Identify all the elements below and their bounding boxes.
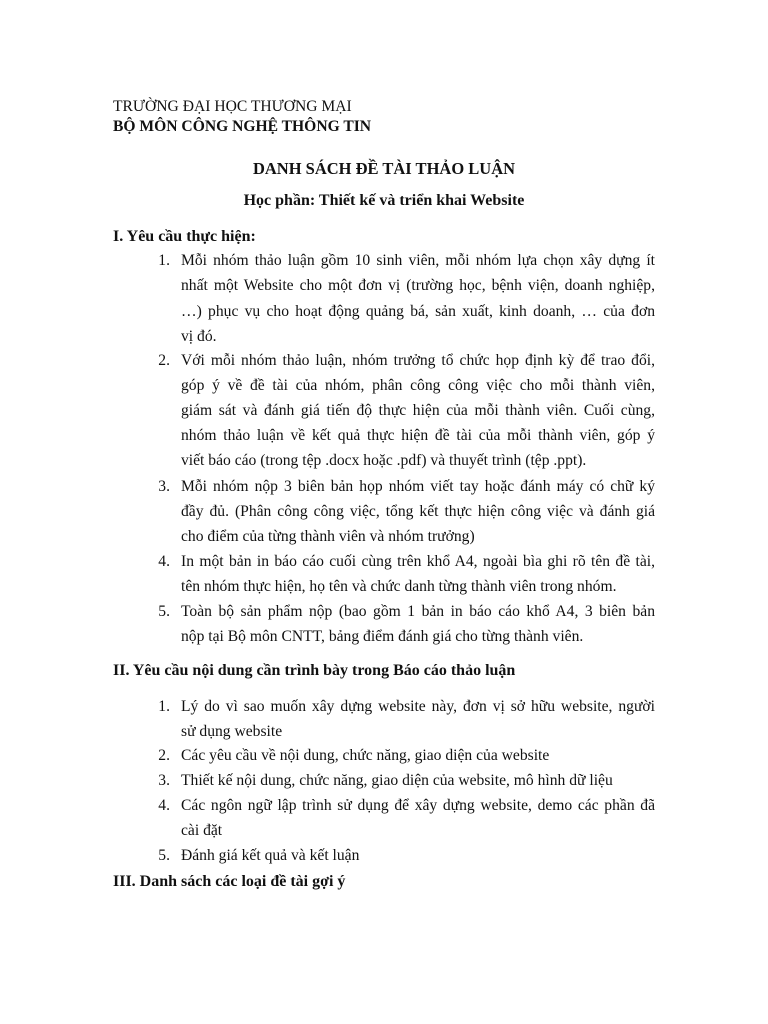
section2-item-5-number: 5.: [158, 847, 170, 864]
section1-item-3-line-3: cho điểm của từng thành viên và nhóm trưởng): [181, 528, 475, 545]
section1-item-5-number: 5.: [158, 603, 170, 620]
section1-item-5-line-1: Toàn bộ sản phẩm nộp (bao gồm 1 bản in báo cáo khổ A4, 3 biên bản: [181, 603, 655, 620]
section2-item-4-line-2: cài đặt: [181, 822, 223, 839]
section1-item-2-line-2: góp ý về đề tài của nhóm, phân công công việc cho mỗi thành viên,: [181, 377, 655, 394]
section3-heading: III. Danh sách các loại đề tài gợi ý: [113, 873, 346, 890]
section2-heading: II. Yêu cầu nội dung cần trình bày trong Báo cáo thảo luận: [113, 662, 516, 679]
section1-item-1-line-3: …) phục vụ cho hoạt động quảng bá, sản xuất, kinh doanh, … của đơn: [181, 303, 655, 320]
section1-item-3-line-1: Mỗi nhóm nộp 3 biên bản họp nhóm viết tay hoặc đánh máy có chữ ký: [181, 478, 655, 495]
section2-item-1-line-1: Lý do vì sao muốn xây dựng website này, đơn vị sở hữu website, người: [181, 698, 655, 715]
section1-item-5-line-2: nộp tại Bộ môn CNTT, bảng điểm đánh giá cho từng thành viên.: [181, 628, 584, 645]
section2-item-2-line-1: Các yêu cầu về nội dung, chức năng, giao diện của website: [181, 747, 550, 764]
section2-item-4-line-1: Các ngôn ngữ lập trình sử dụng để xây dựng website, demo các phần đã: [181, 797, 655, 814]
section2-item-3-line-1: Thiết kế nội dung, chức năng, giao diện của website, mô hình dữ liệu: [181, 772, 613, 789]
section2-item-5-line-1: Đánh giá kết quả và kết luận: [181, 847, 360, 864]
section2-item-2-number: 2.: [158, 747, 170, 764]
department-name: BỘ MÔN CÔNG NGHỆ THÔNG TIN: [113, 118, 372, 135]
section1-item-1-line-1: Mỗi nhóm thảo luận gồm 10 sinh viên, mỗi nhóm lựa chọn xây dựng ít: [181, 252, 655, 269]
document-subtitle: Học phần: Thiết kế và triển khai Website: [243, 192, 525, 209]
section2-item-3-number: 3.: [158, 772, 170, 789]
section1-item-2-line-5: viết báo cáo (trong tệp .docx hoặc .pdf) và thuyết trình (tệp .ppt).: [181, 452, 587, 469]
school-name: TRƯỜNG ĐẠI HỌC THƯƠNG MẠI: [113, 98, 352, 115]
section1-item-1-line-4: vị đó.: [181, 328, 217, 345]
section1-item-2-number: 2.: [158, 352, 170, 369]
section1-item-4-line-2: tên nhóm thực hiện, họ tên và chức danh từng thành viên trong nhóm.: [181, 578, 617, 595]
section1-heading: I. Yêu cầu thực hiện:: [113, 228, 256, 245]
section1-item-1-number: 1.: [158, 252, 170, 269]
section1-item-2-line-3: giám sát và đánh giá tiến độ thực hiện của mỗi thành viên. Cuối cùng,: [181, 402, 655, 419]
section1-item-3-line-2: đầy đủ. (Phân công công việc, tổng kết thực hiện công việc và đánh giá: [181, 503, 655, 520]
section1-item-4-line-1: In một bản in báo cáo cuối cùng trên khổ A4, ngoài bìa ghi rõ tên đề tài,: [181, 553, 655, 570]
section1-item-4-number: 4.: [158, 553, 170, 570]
section2-item-1-number: 1.: [158, 698, 170, 715]
section2-item-1-line-2: sử dụng website: [181, 723, 283, 740]
section1-item-3-number: 3.: [158, 478, 170, 495]
section1-item-1-line-2: nhất một Website cho một đơn vị (trường học, bệnh viện, doanh nghiệp,: [181, 277, 655, 294]
section2-item-4-number: 4.: [158, 797, 170, 814]
section1-item-2-line-1: Với mỗi nhóm thảo luận, nhóm trưởng tổ chức họp định kỳ để trao đổi,: [181, 352, 655, 369]
section1-item-2-line-4: nhóm thảo luận về kết quả thực hiện đề tài của mỗi thành viên, góp ý: [181, 427, 655, 444]
document-title: DANH SÁCH ĐỀ TÀI THẢO LUẬN: [252, 159, 516, 178]
